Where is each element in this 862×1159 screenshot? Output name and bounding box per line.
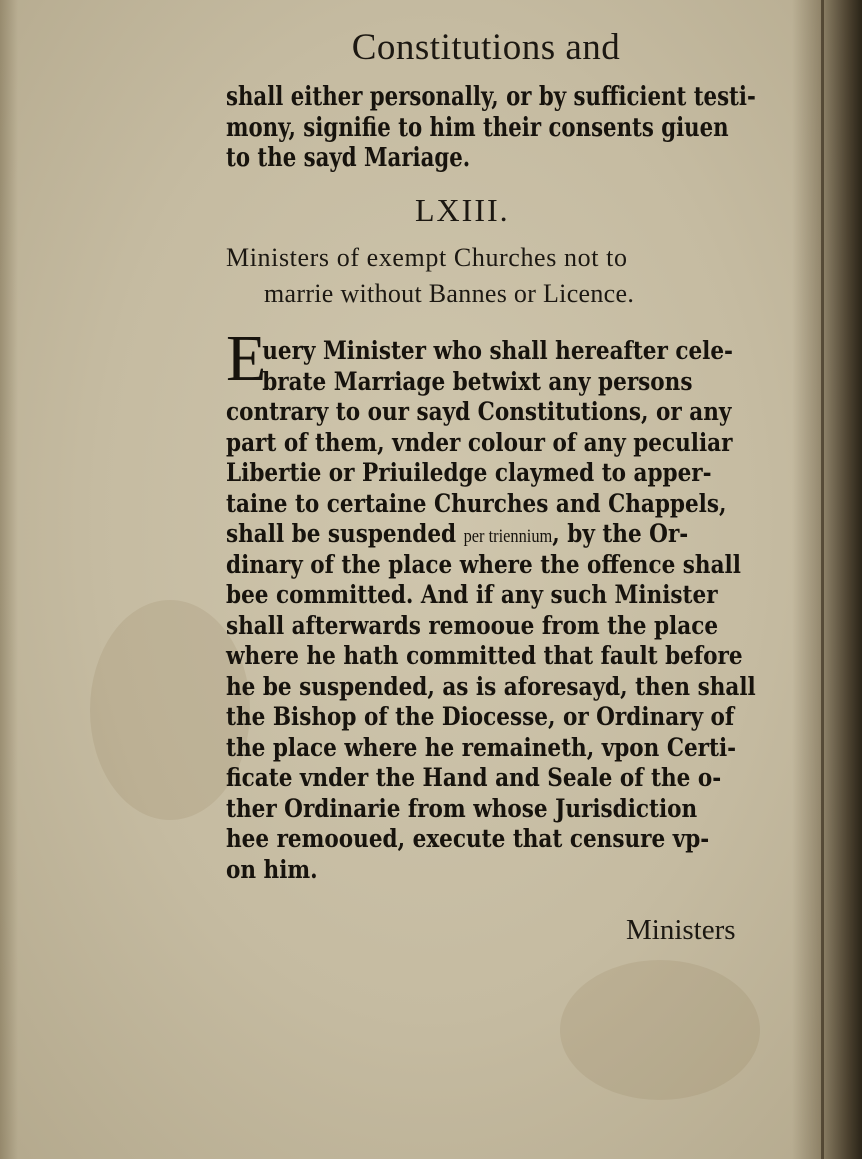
article-body — [226, 336, 756, 885]
text-line: he be suspended, as is aforesayd, then shall — [226, 671, 756, 701]
paper-stain — [560, 960, 760, 1100]
page-left-edge — [0, 0, 18, 1159]
article-title — [226, 240, 756, 312]
running-head: Constitutions and — [351, 27, 621, 68]
text-line: shall afterwards remooue from the place — [226, 610, 719, 640]
text-line: to the sayd Mariage. — [226, 143, 471, 173]
text-segment: shall be suspended — [226, 519, 464, 548]
binding-gutter — [792, 0, 862, 1159]
carry-over-text — [226, 82, 756, 174]
drop-cap: E — [226, 322, 267, 395]
text-line: part of them, vnder colour of any peculiar — [226, 427, 733, 457]
text-line: the Bishop of the Diocesse, or Ordinary of — [226, 702, 735, 731]
text-line: dinary of the place where the offence shall — [226, 549, 741, 579]
article-title-line: Ministers of exempt Churches not to — [226, 243, 628, 272]
text-segment: , by the Or- — [552, 519, 689, 548]
text-line: ther Ordinarie from whose Jurisdiction — [226, 793, 698, 823]
article-numeral: LXIII. — [415, 192, 510, 228]
binding-edge — [821, 0, 824, 1159]
text-line: Libertie or Priuiledge claymed to apper- — [226, 458, 712, 487]
text-line: shall either personally, or by sufficient testi- — [226, 82, 756, 112]
article-title-line: marrie without Bannes or Licence. — [264, 279, 635, 308]
catchword: Ministers — [626, 914, 736, 946]
text-line — [226, 519, 689, 550]
latin-phrase: per triennium — [463, 526, 553, 547]
text-line: bee committed. And if any such Minister — [226, 580, 718, 609]
text-line: on him. — [226, 854, 318, 884]
text-line: the place where he remaineth, vpon Certi- — [226, 732, 737, 762]
text-line: contrary to our sayd Constitutions, or any — [226, 397, 732, 426]
text-line: hee remooued, execute that censure vp- — [226, 824, 710, 853]
text-line: uery Minister who shall hereafter cele- — [262, 336, 734, 365]
text-line: taine to certaine Churches and Chappels, — [226, 488, 727, 518]
text-line: ficate vnder the Hand and Seale of the o- — [226, 763, 722, 792]
text-line: brate Marriage betwixt any persons — [262, 366, 693, 396]
text-line: mony, signifie to him their consents giuen — [226, 112, 729, 143]
text-line: where he hath committed that fault before — [226, 641, 743, 670]
